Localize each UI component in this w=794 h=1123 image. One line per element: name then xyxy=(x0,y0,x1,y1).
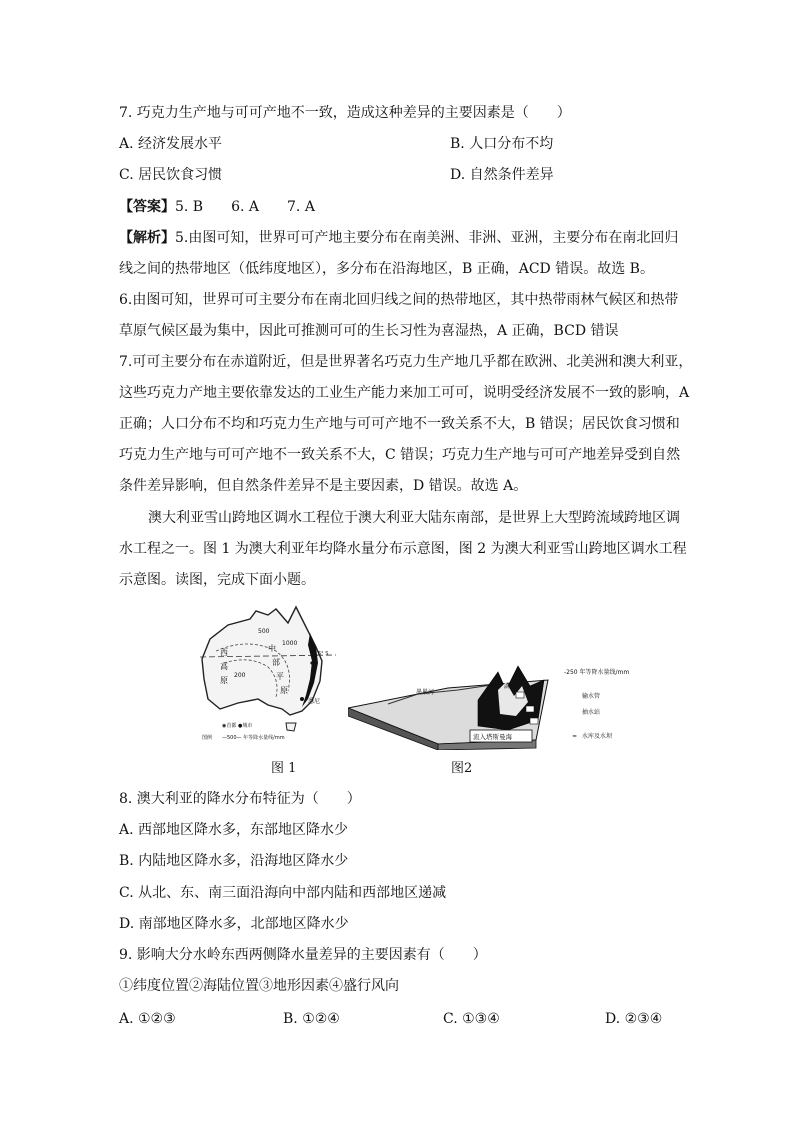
analysis-line-2: 线之间的热带地区（低纬度地区），多分布在沿海地区，B 正确，ACD 错误。故选 B。 xyxy=(119,261,654,277)
analysis-line-7: 正确；人口分布不均和巧克力生产地与可可产地不一致关系不大，B 错误；居民饮食习惯和 xyxy=(119,416,680,432)
legend-reservoir: 水库及水坝 xyxy=(582,733,613,740)
q7-stem: 7. 巧克力生产地与可可产地不一致，造成这种差异的主要因素是（ ） xyxy=(119,105,571,121)
label-mid-2: 部 xyxy=(272,658,280,667)
analysis-label: 【解析】 xyxy=(119,230,175,246)
tropic-label: 23.5° S xyxy=(310,651,329,657)
label-plateau-2: 原 xyxy=(220,676,228,685)
q7-option-d: D. 自然条件差异 xyxy=(450,167,554,183)
legend-reservoir-mark: ≈ xyxy=(572,733,578,740)
label-west: 西 xyxy=(220,648,228,657)
answer-label: 【答案】 xyxy=(119,199,175,215)
label-mid-1: 中 xyxy=(268,644,276,653)
sea-label: 流入塔斯曼海 xyxy=(473,733,512,741)
figure-2-caption: 图2 xyxy=(451,761,473,776)
legend-cities: ◉首都 ●城市 xyxy=(222,723,253,729)
figure-2-snowy-scheme xyxy=(348,660,648,750)
q8-option-d: D. 南部地区降水多，北部地区降水少 xyxy=(119,916,349,932)
analysis-line-3: 6.由图可知，世界可可主要分布在南北回归线之间的热带地区，其中热带雨林气候区和热带 xyxy=(119,292,679,308)
answer-line xyxy=(119,198,315,216)
analysis-line-8: 巧克力生产地与可可产地不一致关系不大，C 错误；巧克力生产地与可可产地差异受到自然 xyxy=(119,447,681,463)
figure-1-caption: 图 1 xyxy=(271,761,297,776)
passage-line-1: 澳大利亚雪山跨地区调水工程位于澳大利亚大陆东南部，是世界上大型跨流域跨地区调 xyxy=(148,510,680,526)
legend-isohyet-2: -250 年等降水量线/mm xyxy=(564,669,630,676)
analysis-text-1: 5.由图可知，世界可可产地主要分布在南美洲、非洲、亚洲，主要分布在南北回归 xyxy=(175,230,679,246)
q9-items: ①纬度位置②海陆位置③地形因素④盛行风向 xyxy=(119,978,399,994)
q8-option-b: B. 内陆地区降水多，沿海地区降水少 xyxy=(119,853,349,869)
label-mid-3: 平 xyxy=(276,672,284,681)
analysis-line-6: 这些巧克力产地主要依靠发达的工业生产能力来加工可可，说明受经济发展不一致的影响，A xyxy=(119,385,690,401)
answer-text: 5. B 6. A 7. A xyxy=(175,199,315,215)
q9-option-c: C. ①③④ xyxy=(443,1011,500,1027)
passage-line-2: 水工程之一。图 1 为澳大利亚年均降水量分布示意图，图 2 为澳大利亚雪山跨地区调水工程 xyxy=(119,541,687,557)
analysis-line-9: 条件差异影响，但自然条件差异不是主要因素，D 错误。故选 A。 xyxy=(119,478,528,494)
legend-isohyet: —500— 年等降水量线/mm xyxy=(222,735,285,741)
legend-title: 图例 xyxy=(202,735,213,741)
legend-pipe: 输水管 xyxy=(582,693,601,700)
label-mid-4: 原 xyxy=(280,686,288,695)
q9-option-b: B. ①②④ xyxy=(283,1011,340,1027)
q9-option-d: D. ②③④ xyxy=(605,1011,663,1027)
isohyet-200-label: 200 xyxy=(234,672,246,679)
isohyet-500-label: 500 xyxy=(258,628,270,635)
q8-option-c: C. 从北、东、南三面沿海向中部内陆和西部地区递减 xyxy=(119,885,447,901)
legend-pump: 抽水站 xyxy=(582,709,601,716)
figure-1-australia-map xyxy=(198,603,338,743)
analysis-line-1 xyxy=(119,229,678,247)
isohyet-1000-label: 1000 xyxy=(282,640,298,647)
analysis-line-4: 草原气候区最为集中，因此可推测可可的生长习性为喜湿热，A 正确，BCD 错误 xyxy=(119,323,619,339)
q9-option-a: A. ①②③ xyxy=(119,1011,176,1027)
q7-option-c: C. 居民饮食习惯 xyxy=(119,167,223,183)
label-plateau-1: 高 xyxy=(220,662,228,671)
passage-line-3: 示意图。读图，完成下面小题。 xyxy=(119,572,315,588)
q8-stem: 8. 澳大利亚的降水分布特征为（ ） xyxy=(119,791,361,807)
q7-option-a: A. 经济发展水平 xyxy=(119,136,223,152)
q9-stem: 9. 影响大分水岭东西两侧降水量差异的主要因素有（ ） xyxy=(119,947,487,963)
lake-label: 湖泊 xyxy=(504,684,515,690)
river-label: 墨累河 xyxy=(416,689,435,696)
q7-option-b: B. 人口分布不均 xyxy=(450,136,554,152)
analysis-line-5: 7.可可主要分布在赤道附近，但是世界著名巧克力生产地几乎都在欧洲、北美洲和澳大利亚， xyxy=(119,354,693,370)
city-label: 悉尼 xyxy=(308,698,321,705)
q8-option-a: A. 西部地区降水多，东部地区降水少 xyxy=(119,822,349,838)
